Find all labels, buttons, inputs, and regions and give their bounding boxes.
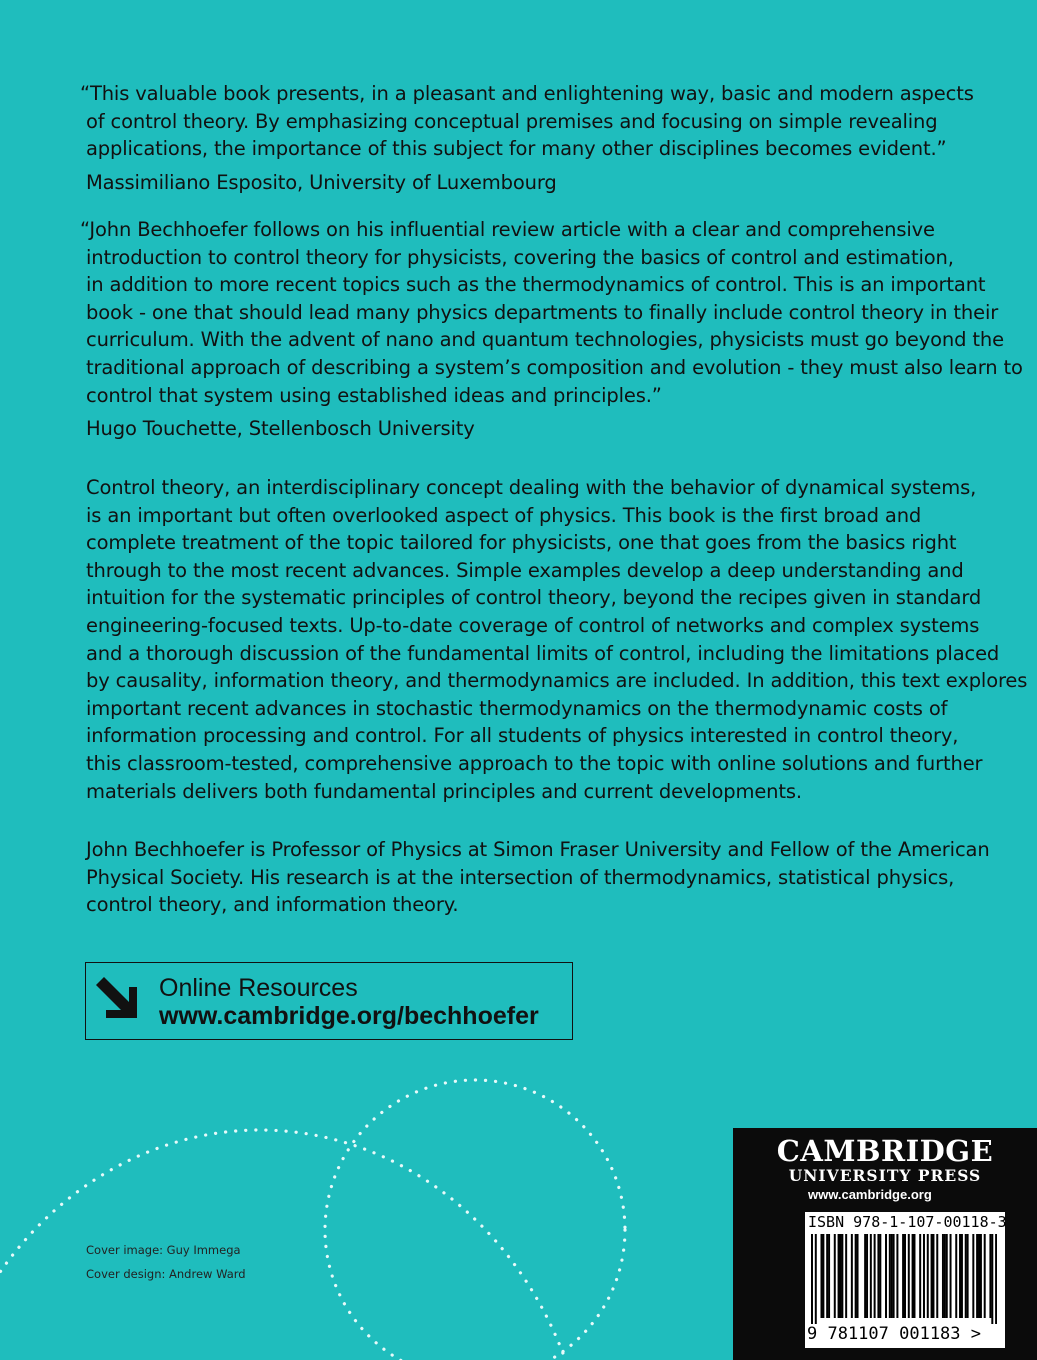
online-resources-link[interactable]: www.cambridge.org/bechhoefer <box>159 1002 539 1030</box>
online-resources-title: Online Resources <box>159 974 358 1002</box>
cover-credits <box>86 1238 246 1286</box>
description-line: materials delivers both fundamental principles and current developments. <box>86 779 802 803</box>
online-resources-box[interactable] <box>85 962 573 1040</box>
quote-line: “John Bechhoefer follows on his influential review article with a clear and comprehensive <box>80 218 935 241</box>
quote-attribution: Hugo Touchette, Stellenbosch University <box>86 417 475 441</box>
publisher-subtitle: UNIVERSITY PRESS <box>788 1166 982 1185</box>
quote-line: control that system using established ideas and principles.” <box>86 383 662 407</box>
quote-line: introduction to control theory for physicists, covering the basics of control and estimation, <box>86 245 954 269</box>
barcode-area <box>805 1212 1005 1348</box>
description-line: Control theory, an interdisciplinary concept dealing with the behavior of dynamical systems, <box>86 476 977 499</box>
quote-line: in addition to more recent topics such as the thermodynamics of control. This is an important <box>86 273 986 297</box>
description-line: complete treatment of the topic tailored for physicists, one that goes from the basics right <box>86 531 957 555</box>
description-line: this classroom-tested, comprehensive approach to the topic with online solutions and further <box>86 751 983 775</box>
barcode-digits: 9 781107 001183 > <box>807 1324 981 1344</box>
quote-line: traditional approach of describing a system’s composition and evolution - they must also learn to <box>86 355 1023 379</box>
quote-attribution: Massimiliano Esposito, University of Luxembourg <box>86 170 557 194</box>
author-bio <box>86 836 990 919</box>
quote-line: of control theory. By emphasizing conceptual premises and focusing on simple revealing <box>86 109 938 133</box>
arrow-down-right-icon <box>96 977 144 1025</box>
description-line: by causality, information theory, and thermodynamics are included. In addition, this text explores <box>86 669 1028 693</box>
bio-line: John Bechhoefer is Professor of Physics at Simon Fraser University and Fellow of the American <box>86 838 990 861</box>
description-line: important recent advances in stochastic thermodynamics on the thermodynamic costs of <box>86 696 948 720</box>
description-line: intuition for the systematic principles of control theory, beyond the recipes given in standard <box>86 586 982 610</box>
quote-line: applications, the importance of this subject for many other disciplines becomes evident.” <box>86 137 947 161</box>
description-line: and a thorough discussion of the fundamental limits of control, including the limitations placed <box>86 641 1000 665</box>
barcode-icon <box>811 1234 997 1324</box>
bio-line: control theory, and information theory. <box>86 893 459 917</box>
cover-design-credit: Cover design: Andrew Ward <box>86 1267 246 1281</box>
publisher-panel <box>733 1128 1037 1360</box>
cover-image-credit: Cover image: Guy Immega <box>86 1243 241 1257</box>
description-line: is an important but often overlooked aspect of physics. This book is the first broad and <box>86 503 922 527</box>
isbn-number: ISBN 978-1-107-00118-3 <box>808 1213 1007 1231</box>
description-line: engineering-focused texts. Up-to-date coverage of control of networks and complex systems <box>86 613 980 637</box>
description-line: information processing and control. For all students of physics interested in control theory, <box>86 724 959 748</box>
publisher-name: CAMBRIDGE <box>776 1134 994 1168</box>
description-line: through to the most recent advances. Simple examples develop a deep understanding and <box>86 558 964 582</box>
quote-line: book - one that should lead many physics departments to finally include control theory in their <box>86 300 999 324</box>
quote-line: curriculum. With the advent of nano and quantum technologies, physicists must go beyond the <box>86 328 1004 352</box>
publisher-url[interactable]: www.cambridge.org <box>808 1187 932 1202</box>
quote-touchette <box>80 216 1023 443</box>
quote-esposito <box>80 80 986 196</box>
book-description <box>86 474 1028 805</box>
bio-line: Physical Society. His research is at the intersection of thermodynamics, statistical physics, <box>86 865 955 889</box>
quote-line: “This valuable book presents, in a pleasant and enlightening way, basic and modern aspects <box>80 82 974 105</box>
